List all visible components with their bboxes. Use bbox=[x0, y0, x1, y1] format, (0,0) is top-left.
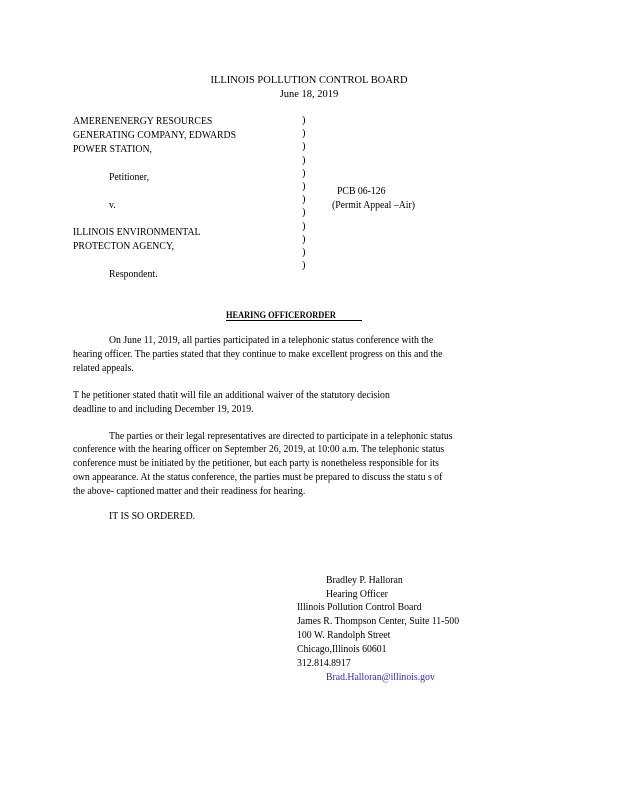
caption-paren: ) bbox=[302, 115, 306, 126]
board-title: ILLINOIS POLLUTION CONTROL BOARD bbox=[210, 75, 408, 86]
so-ordered: IT IS SO ORDERED. bbox=[109, 511, 196, 522]
caption-paren: ) bbox=[302, 154, 306, 166]
signature-address-line2: 100 W. Randolph Street bbox=[297, 630, 391, 641]
paragraph3-line2: conference with the hearing officer on September 26, 2019, at 10:00 a.m. The telephonic status bbox=[73, 444, 445, 455]
order-date: June 18, 2019 bbox=[279, 89, 339, 100]
caption-parenthesis-column bbox=[302, 114, 306, 272]
order-heading-underline bbox=[226, 320, 362, 321]
respondent-role: Respondent. bbox=[109, 269, 158, 280]
caption-paren: ) bbox=[302, 128, 306, 140]
petitioner-name-line3: POWER STATION, bbox=[73, 144, 152, 155]
signature-address-line1: James R. Thompson Center, Suite 11-500 bbox=[297, 616, 460, 627]
caption-paren: ) bbox=[302, 233, 306, 245]
caption-paren: ) bbox=[302, 167, 306, 179]
paragraph1-line1: On June 11, 2019, all parties participated in a telephonic status conference with the bbox=[109, 335, 434, 346]
paragraph3-line5: the above- captioned matter and their readiness for hearing. bbox=[73, 486, 306, 497]
caption-paren: ) bbox=[302, 220, 306, 232]
paragraph3-line1: The parties or their legal representatives are directed to participate in a telephonic status bbox=[109, 431, 453, 442]
caption-paren: ) bbox=[302, 141, 306, 153]
signature-name: Bradley P. Halloran bbox=[326, 575, 403, 586]
paragraph2-line2: deadline to and including December 19, 2019. bbox=[73, 404, 254, 415]
caption-paren: ) bbox=[302, 260, 306, 272]
caption-paren: ) bbox=[302, 194, 306, 206]
caption-paren: ) bbox=[302, 247, 306, 259]
paragraph3-line3: conference must be initiated by the petitioner, but each party is nonetheless responsible for its bbox=[73, 458, 439, 469]
signature-email-link[interactable]: Brad.Halloran@illinois.gov bbox=[326, 672, 435, 683]
case-number: PCB 06-126 bbox=[337, 186, 386, 197]
petitioner-name-line2: GENERATING COMPANY, EDWARDS bbox=[73, 130, 237, 141]
respondent-name-line2: PROTECTON AGENCY, bbox=[73, 241, 175, 252]
order-heading: HEARING OFFICERORDER bbox=[226, 310, 336, 320]
respondent-name-line1: ILLINOIS ENVIRONMENTAL bbox=[73, 227, 201, 238]
signature-organization: Illinois Pollution Control Board bbox=[297, 602, 422, 613]
signature-phone: 312.814.8917 bbox=[297, 658, 351, 669]
petitioner-role: Petitioner, bbox=[109, 172, 150, 183]
signature-title: Hearing Officer bbox=[326, 589, 388, 600]
paragraph2-line1: T he petitioner stated thatit will file an additional waiver of the statutory decision bbox=[73, 390, 390, 401]
versus-label: v. bbox=[109, 200, 116, 211]
caption-paren: ) bbox=[302, 207, 306, 219]
paragraph1-line2: hearing officer. The parties stated that they continue to make excellent progress on this and the bbox=[73, 349, 443, 360]
case-type: (Permit Appeal –Air) bbox=[332, 200, 415, 211]
petitioner-name-line1: AMERENENERGY RESOURCES bbox=[73, 116, 213, 127]
signature-address-line3: Chicago,Illinois 60601 bbox=[297, 644, 387, 655]
caption-paren: ) bbox=[302, 181, 306, 193]
paragraph3-line4: own appearance. At the status conference, the parties must be prepared to discuss the statu s of bbox=[73, 472, 443, 483]
paragraph1-line3: related appeals. bbox=[73, 363, 134, 374]
